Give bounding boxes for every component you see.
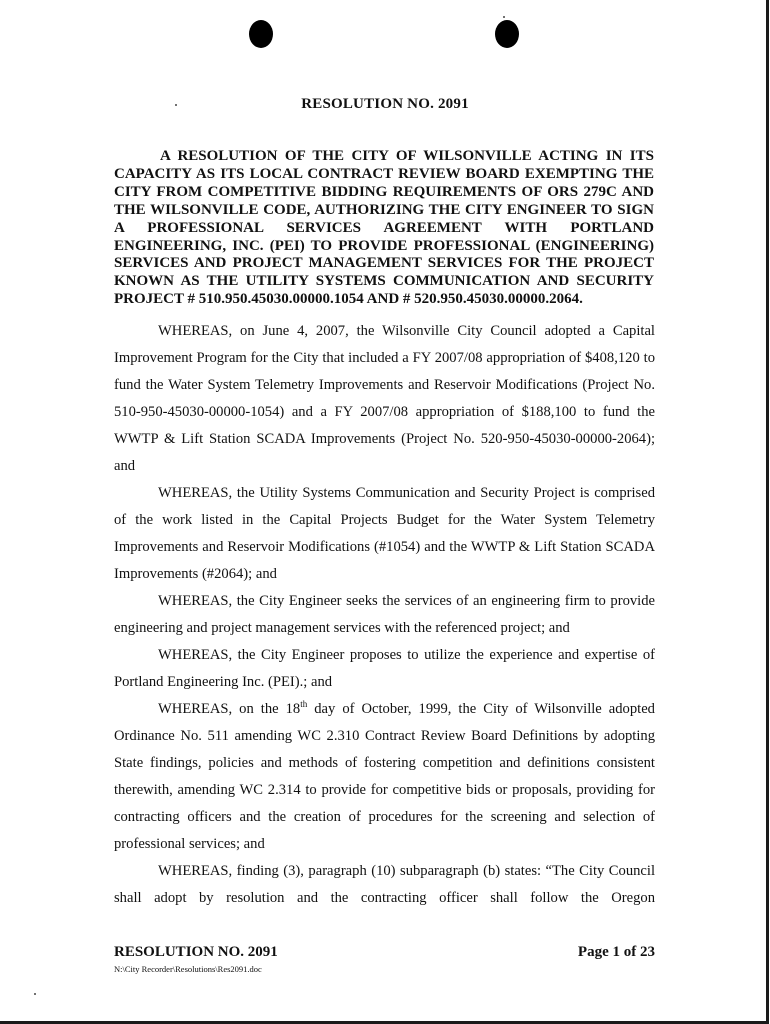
- resolution-title: RESOLUTION NO. 2091: [301, 96, 469, 112]
- scan-speck: [34, 993, 36, 995]
- whereas-paragraph: [114, 696, 655, 858]
- whereas-paragraph: WHEREAS, the Utility Systems Communication and Security Project is comprised of the work listed in the Capital Projects Budget for the Water System Telemetry Improvements and Reservoir Modifications (#1054) and the WWTP & Lift Station SCADA Improvements (#2064); and: [114, 485, 655, 582]
- whereas-paragraph: WHEREAS, the City Engineer seeks the services of an engineering firm to provide engineering and project management services with the referenced project; and: [114, 593, 655, 636]
- hole-punch-right: [495, 20, 519, 48]
- whereas-paragraph: WHEREAS, the City Engineer proposes to utilize the experience and expertise of Portland Engineering Inc. (PEI).; and: [114, 647, 655, 690]
- footer-file-path: N:\City Recorder\Resolutions\Res2091.doc: [114, 964, 262, 974]
- resolution-preamble: A RESOLUTION OF THE CITY OF WILSONVILLE ACTING IN ITS CAPACITY AS ITS LOCAL CONTRACT REVIEW BOARD EXEMPTING THE CITY FROM COMPETITIVE BIDDING REQUIREMENTS OF ORS 279C AND THE WILSONVILLE CODE, AUTHORIZING THE CITY ENGINEER TO SIGN A PROFESSIONAL SERVICES AGREEMENT WITH PORTLAND ENGINEERING, INC. (PEI) TO PROVIDE PROFESSIONAL (ENGINEERING) SERVICES AND PROJECT MANAGEMENT SERVICES FOR THE PROJECT KNOWN AS THE UTILITY SYSTEMS COMMUNICATION AND SECURITY PROJECT # 510.950.45030.00000.1054 AND # 520.950.45030.00000.2064.: [114, 148, 654, 308]
- ordinal-superscript: th: [300, 699, 308, 710]
- footer-page-number: Page 1 of 23: [577, 944, 655, 960]
- footer-resolution-number: RESOLUTION NO. 2091: [114, 944, 278, 960]
- hole-punch-left: [249, 20, 273, 48]
- scan-speck: [503, 16, 505, 18]
- resolution-body: [114, 318, 655, 912]
- whereas-paragraph-text: WHEREAS, on the 18: [158, 701, 301, 717]
- whereas-paragraph-text: day of October, 1999, the City of Wilsonville adopted Ordinance No. 511 amending WC 2.310 Contract Review Board Definitions by adopting State findings, policies and methods of fostering competition and definitions consistent therewith, amending WC 2.314 to provide for competitive bids or proposals, providing for contracting officers and the creation of procedures for the screening and selection of professional services; and: [114, 701, 655, 852]
- whereas-paragraph: WHEREAS, on June 4, 2007, the Wilsonville City Council adopted a Capital Improvement Program for the City that included a FY 2007/08 appropriation of $408,120 to fund the Water System Telemetry Improvements and Reservoir Modifications (Project No. 510-950-45030-00000-1054) and a FY 2007/08 appropriation of $188,100 to fund the WWTP & Lift Station SCADA Improvements (Project No. 520-950-45030-00000-2064); and: [114, 323, 655, 474]
- whereas-paragraph: WHEREAS, finding (3), paragraph (10) subparagraph (b) states: “The City Council shall adopt by resolution and the contracting officer shall follow the Oregon: [114, 863, 655, 906]
